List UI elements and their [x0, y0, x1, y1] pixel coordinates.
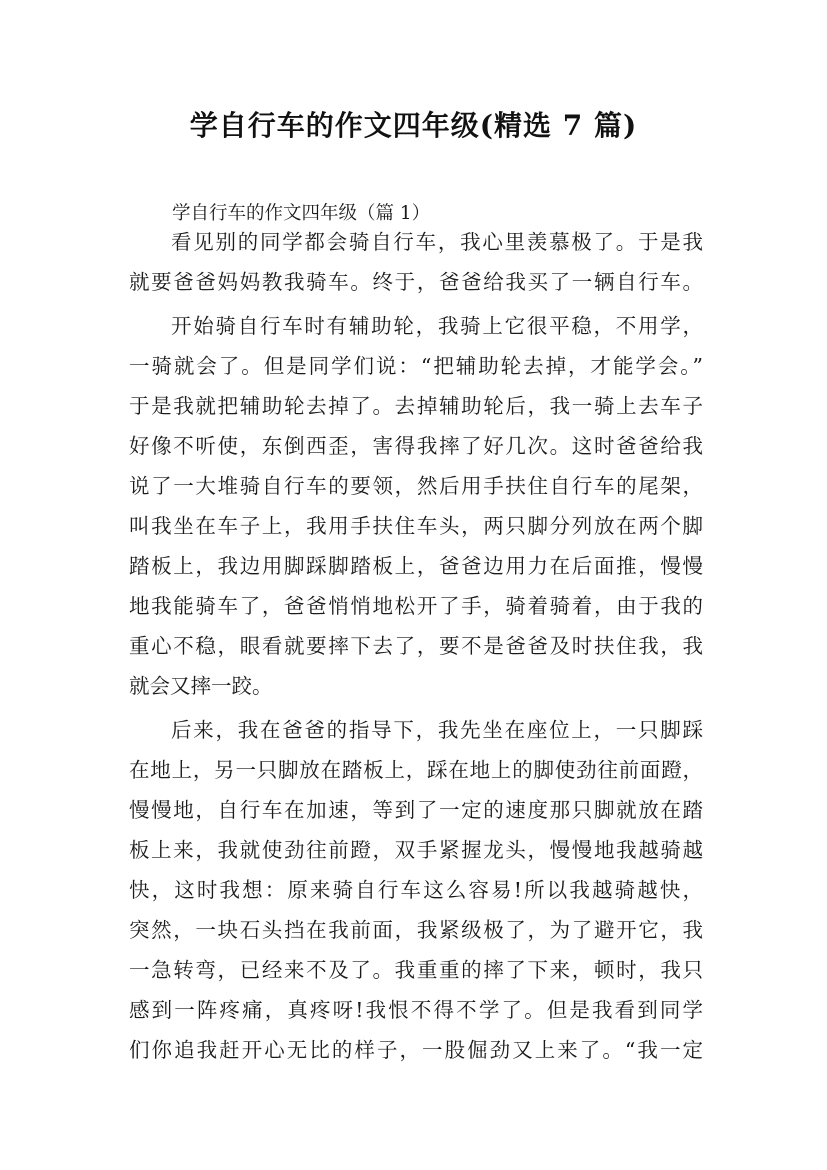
body-line: 感到一阵疼痛，真疼呀!我恨不得不学了。但是我看到同学 — [129, 998, 703, 1022]
body-line: 好像不听使，东倒西歪，害得我摔了好几次。这时爸爸给我 — [129, 434, 703, 458]
body-line: 一急转弯，已经来不及了。我重重的摔了下来，顿时，我只 — [129, 958, 703, 982]
body-line: 于是我就把辅助轮去掉了。去掉辅助轮后，我一骑上去车子 — [129, 394, 703, 418]
body-line: 开始骑自行车时有辅助轮，我骑上它很平稳，不用学， — [171, 314, 703, 338]
body-line: 就要爸爸妈妈教我骑车。终于，爸爸给我买了一辆自行车。 — [129, 270, 703, 294]
body-line: 后来，我在爸爸的指导下，我先坐在座位上，一只脚踩 — [171, 718, 703, 742]
body-line: 叫我坐在车子上，我用手扶住车头，两只脚分列放在两个脚 — [129, 514, 703, 538]
body-line: 慢慢地，自行车在加速，等到了一定的速度那只脚就放在踏 — [129, 798, 703, 822]
body-line: 一骑就会了。但是同学们说：“把辅助轮去掉，才能学会。” — [129, 354, 703, 378]
body-line: 快，这时我想：原来骑自行车这么容易!所以我越骑越快， — [129, 878, 703, 902]
section-heading: 学自行车的作文四年级（篇 1） — [172, 203, 431, 224]
body-line: 们你追我赶开心无比的样子，一股倔劲又上来了。“我一定 — [129, 1038, 703, 1062]
body-line: 重心不稳，眼看就要摔下去了，要不是爸爸及时扶住我，我 — [129, 634, 703, 658]
body-line: 板上来，我就使劲往前蹬，双手紧握龙头，慢慢地我越骑越 — [129, 838, 703, 862]
body-line: 地我能骑车了，爸爸悄悄地松开了手，骑着骑着，由于我的 — [129, 594, 703, 618]
body-line: 踏板上，我边用脚踩脚踏板上，爸爸边用力在后面推，慢慢 — [129, 554, 703, 578]
body-line: 在地上，另一只脚放在踏板上，踩在地上的脚使劲往前面蹬， — [129, 758, 703, 782]
document-title: 学自行车的作文四年级(精选 7 篇) — [189, 109, 638, 142]
body-line: 就会又摔一跤。 — [129, 674, 273, 698]
body-line: 突然，一块石头挡在我前面，我紧级极了，为了避开它，我 — [129, 918, 703, 942]
body-line: 说了一大堆骑自行车的要领，然后用手扶住自行车的尾架， — [129, 474, 703, 498]
body-line: 看见别的同学都会骑自行车，我心里羡慕极了。于是我 — [171, 230, 703, 254]
